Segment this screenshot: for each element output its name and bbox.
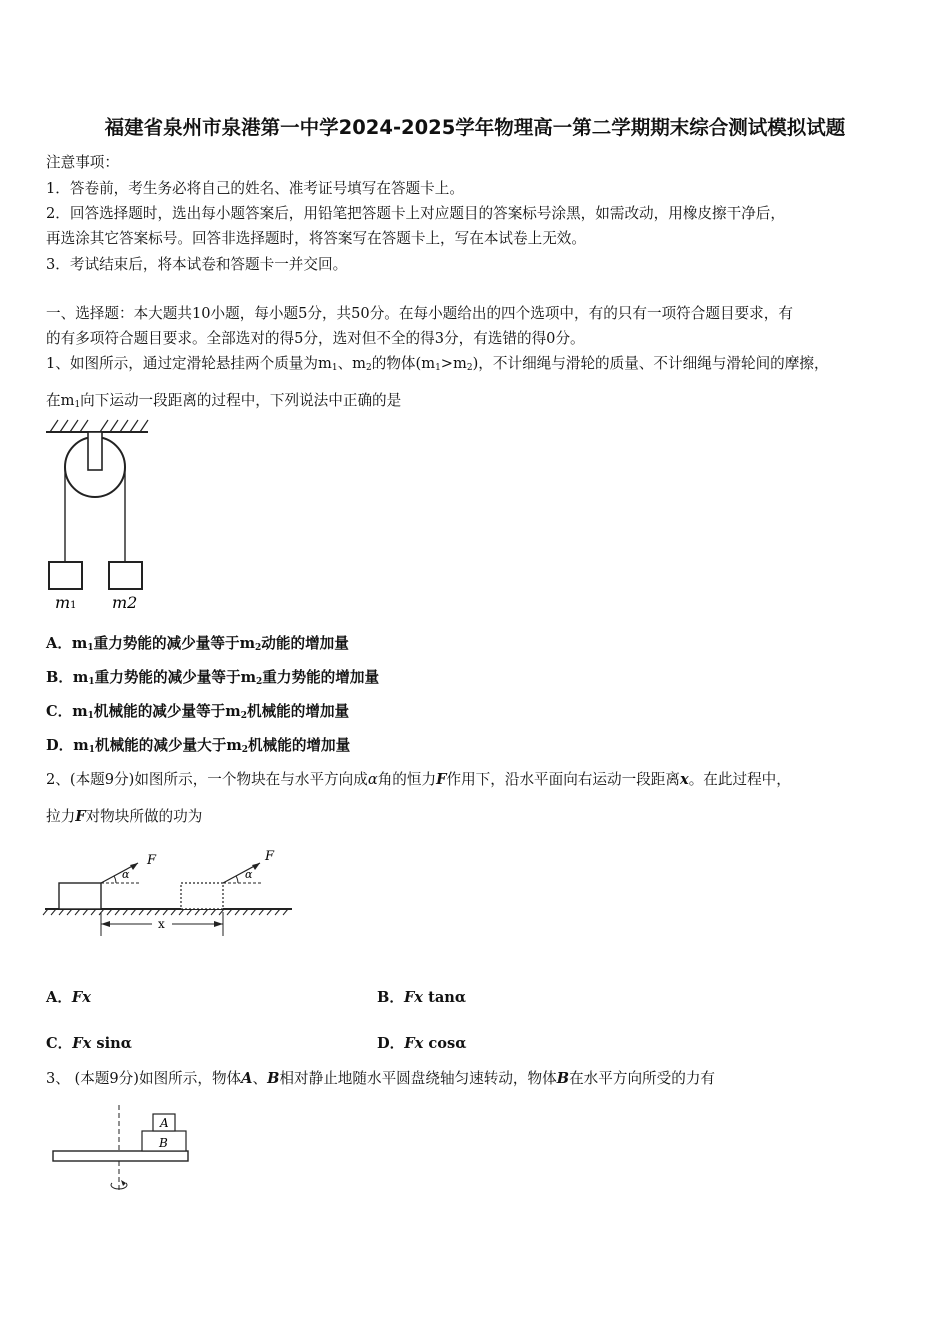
svg-text:A: A xyxy=(160,1116,169,1130)
svg-text:F: F xyxy=(147,853,157,868)
m1-label: m1 xyxy=(55,593,77,612)
q1-option-d[interactable]: D．$m_1$机械能的减少量大于$m_2$机械能的增加量 xyxy=(46,737,351,755)
q2-stem-line2: 拉力F对物块所做的功为 xyxy=(46,808,203,825)
m2-label: m2 xyxy=(112,593,138,612)
page-title: 福建省泉州市泉港第一中学2024-2025学年物理高一第二学期期末综合测试模拟试题 xyxy=(104,116,846,139)
notice-item-3: 3．考试结束后，将本试卷和答题卡一并交回。 xyxy=(46,256,348,273)
svg-text:α: α xyxy=(245,868,253,881)
notice-heading: 注意事项： xyxy=(46,154,119,171)
section-intro-1: 一、选择题：本大题共10小题，每小题5分，共50分。在每小题给出的四个选项中，有的只有一项符合题目要求，有 xyxy=(46,305,793,322)
q1-pulley-figure xyxy=(40,414,155,614)
q1-option-a[interactable]: A．$m_1$重力势能的减少量等于$m_2$动能的增加量 xyxy=(46,635,349,653)
notice-item-2a: 2．回答选择题时，选出每小题答案后，用铅笔把答题卡上对应题目的答案标号涂黑，如需改动，用橡皮擦干净后， xyxy=(46,205,785,222)
q1-option-b[interactable]: B．$m_1$重力势能的减少量等于$m_2$重力势能的增加量 xyxy=(46,669,380,687)
q2-option-a[interactable]: A．Fx xyxy=(46,989,91,1006)
q3-stem: 3、 (本题9分)如图所示，物体A、B相对静止地随水平圆盘绕轴匀速转动，物体B在水平方向所受的力有 xyxy=(46,1070,716,1087)
q2-force-figure xyxy=(40,842,300,942)
section-intro-2: 的有多项符合题目要求。全部选对的得5分，选对但不全的得3分，有选错的得0分。 xyxy=(46,330,585,347)
svg-text:α: α xyxy=(122,868,130,881)
q3-disk-figure xyxy=(46,1100,196,1200)
svg-text:F: F xyxy=(265,849,275,864)
svg-text:x: x xyxy=(158,917,165,931)
notice-item-1: 1．答卷前，考生务必将自己的姓名、准考证号填写在答题卡上。 xyxy=(46,180,464,197)
q2-option-d[interactable]: D．Fx cosα xyxy=(377,1035,467,1052)
notice-item-2b: 再选涂其它答案标号。回答非选择题时，将答案写在答题卡上，写在本试卷上无效。 xyxy=(46,230,586,247)
q1-option-c[interactable]: C．$m_1$机械能的减少量等于$m_2$机械能的增加量 xyxy=(46,703,350,721)
q1-stem-line1: 1、如图所示，通过定滑轮悬挂两个质量为$m_1$、$m_2$的物体$(m_1>m_2)$，不计细绳与滑轮的质量、不计细绳与滑轮间的摩擦， xyxy=(46,355,829,373)
q2-stem-line1: 2、(本题9分)如图所示，一个物块在与水平方向成α角的恒力F作用下，沿水平面向右运动一段距离x。在此过程中， xyxy=(46,771,791,788)
q2-option-c[interactable]: C．Fx sinα xyxy=(46,1035,132,1052)
q1-stem-line2: 在$m_1$向下运动一段距离的过程中，下列说法中正确的是 xyxy=(46,392,402,410)
q2-option-b[interactable]: B．Fx tanα xyxy=(377,989,467,1006)
svg-text:B: B xyxy=(159,1136,168,1150)
